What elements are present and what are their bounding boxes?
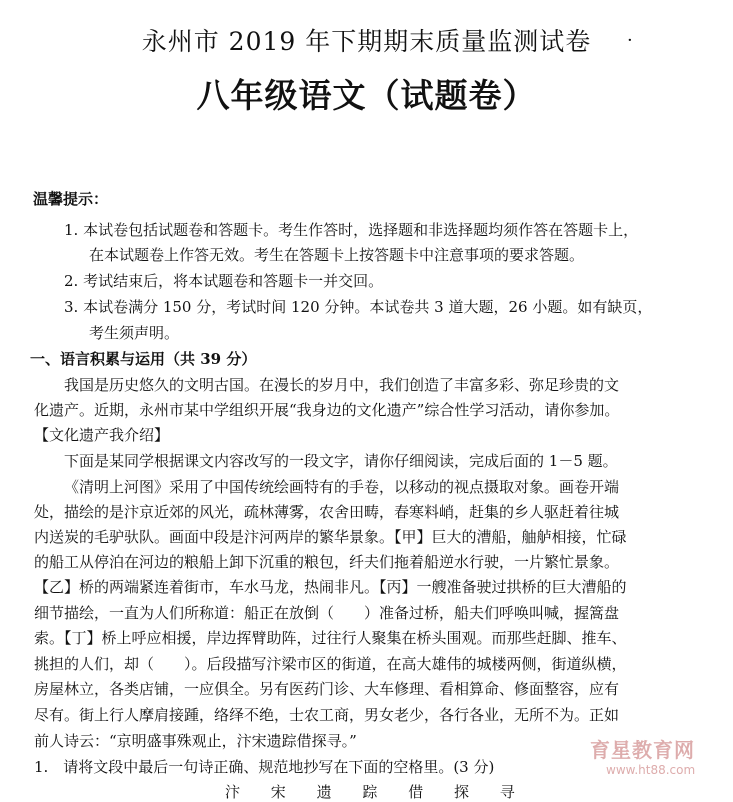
tip-line: 2. 考试结束后，将本试题卷和答题卡一并交回。 [64,272,384,290]
passage-line: 挑担的人们，却（ ）。后段描写汴梁市区的街道，在高大雄伟的城楼两侧，街道纵横， [34,655,627,673]
intro-line: 化遗产。近期，永州市某中学组织开展“我身边的文化遗产”综合性学习活动，请你参加。 [34,401,620,419]
exam-subtitle: 八年级语文（试题卷） [196,76,537,115]
watermark-url: www.ht88.com [606,763,696,777]
copy-char: 踪 [362,783,380,801]
tip-line: 在本试题卷上作答无效。考生在答题卡上按答题卡中注意事项的要求答题。 [89,246,585,264]
copy-char: 遗 [316,783,334,801]
copy-line [225,782,517,802]
watermark [590,734,730,777]
passage-line: 内送炭的毛驴驮队。画面中段是汴河两岸的繁华景象。【甲】巨大的漕船，舳舻相接，忙碌 [34,528,627,546]
watermark-text: 育星教育网 [590,738,695,762]
sub-heading: 【文化遗产我介绍】 [34,426,170,444]
passage-line: 的船工从停泊在河边的粮船上卸下沉重的粮包，纤夫们拖着船逆水行驶，一片繁忙景象。 [34,553,620,571]
passage-line: 处，描绘的是汴京近郊的风光，疏林薄雾，农舍田畴，春寒料峭，赶集的乡人驱赶着往城 [34,503,620,521]
passage-line: 房屋林立，各类店铺，一应俱全。另有医药门诊、大车修理、看相算命、修面整容，应有 [34,680,620,698]
tip-line: 考生须声明。 [89,324,180,342]
section-heading: 一、语言积累与运用（共 39 分） [30,350,257,368]
copy-char: 汴 [225,783,243,801]
passage-line: 【乙】桥的两端紧连着街市，车水马龙，热闹非凡。【丙】一艘准备驶过拱桥的巨大漕船的 [34,578,627,596]
passage-line: 索。【丁】桥上呼应相援，岸边挥臂助阵，过往行人聚集在桥头围观。而那些赶脚、推车、 [34,629,627,647]
copy-char: 宋 [270,783,288,801]
passage-line: 前人诗云：“京明盛事殊观止，汴宋遗踪借探寻。” [34,732,357,750]
tip-line: 1. 本试卷包括试题卷和答题卡。考生作答时，选择题和非选择题均须作答在答题卡上， [64,221,639,239]
passage-line: 《清明上河图》采用了中国传统绘画特有的手卷，以移动的视点摄取对象。画卷开端 [64,478,620,496]
copy-char: 寻 [499,783,517,801]
instruction-line: 下面是某同学根据课文内容改写的一段文字，请你仔细阅读，完成后面的 1－5 题。 [64,452,618,470]
question-1: 1. 请将文段中最后一句诗正确、规范地抄写在下面的空格里。(3 分) [34,758,495,776]
tip-line: 3. 本试卷满分 150 分，考试时间 120 分钟。本试卷共 3 道大题，26 小题。如有缺页， [64,298,653,316]
intro-line: 我国是历史悠久的文明古国。在漫长的岁月中，我们创造了丰富多彩、弥足珍贵的文 [64,376,620,394]
passage-line: 尽有。街上行人摩肩接踵，络绎不绝，士农工商，男女老少，各行各业，无所不为。正如 [34,706,620,724]
copy-char: 探 [453,783,471,801]
exam-title: 永州市 2019 年下期期末质量监测试卷 [141,27,592,56]
copy-char: 借 [408,783,426,801]
tips-heading: 温馨提示： [33,190,109,208]
passage-line: 细节描绘，一直为人们所称道：船正在放倒（ ）准备过桥，船夫们呼唤叫喊，握篙盘 [34,604,620,622]
dot-mark: · [627,30,633,51]
